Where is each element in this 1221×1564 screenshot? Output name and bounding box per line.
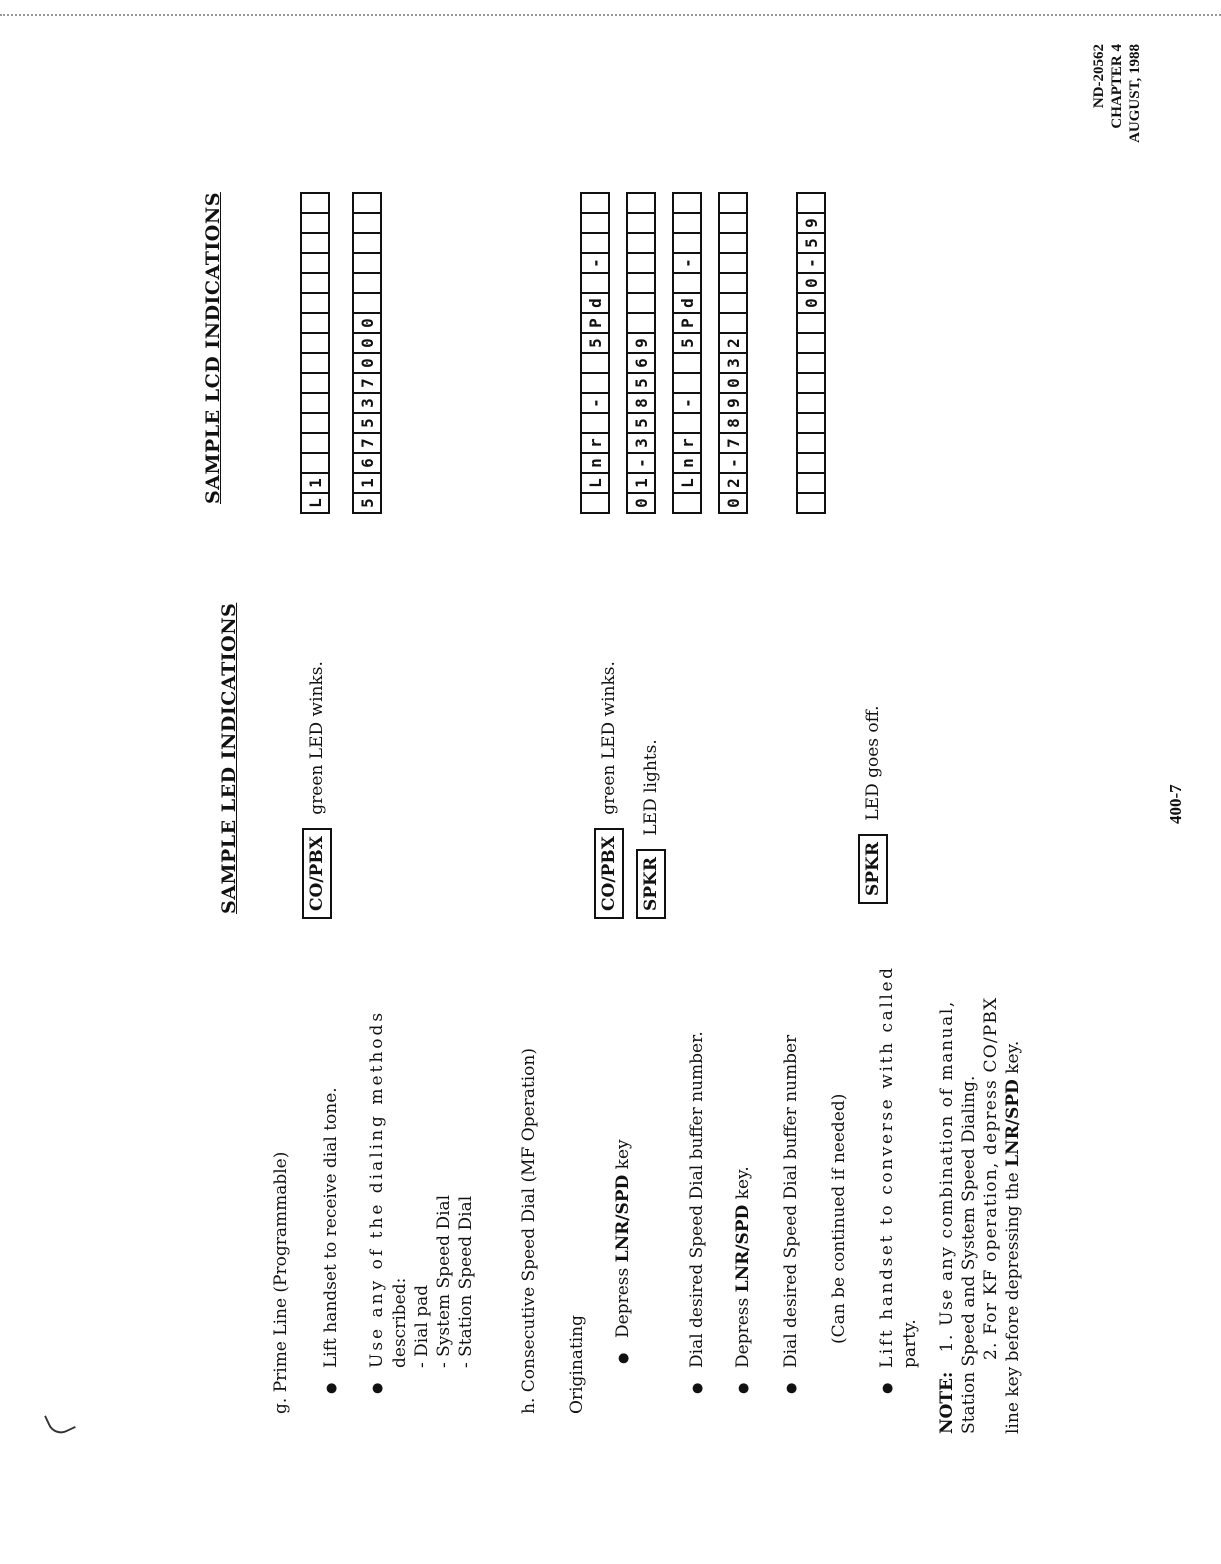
- lcd-display-row: [580, 194, 610, 514]
- lcd-cell: P: [580, 312, 610, 334]
- lcd-display-row: [718, 194, 748, 514]
- lcd-cell: [672, 352, 702, 374]
- lcd-cell: -: [626, 452, 656, 474]
- lcd-cell: [580, 272, 610, 294]
- lcd-cell: [580, 412, 610, 434]
- section-h-step-4: [780, 1035, 803, 1394]
- spkr-key-label: SPKR: [858, 834, 888, 904]
- note-line: line key before depressing the: [1003, 1166, 1023, 1434]
- method-item: - Dial pad: [411, 1284, 432, 1368]
- step-text: Dial desired Speed Dial buffer number: [781, 1034, 801, 1368]
- originating-label: Originating: [567, 1314, 587, 1414]
- lcd-cell: 1: [352, 472, 382, 494]
- lcd-cell: [580, 192, 610, 214]
- lcd-cell: 5: [352, 412, 382, 434]
- lcd-cell: 1: [300, 472, 330, 494]
- lcd-cell: [796, 492, 826, 514]
- lcd-cell: -: [796, 252, 826, 274]
- lcd-cell: 7: [718, 432, 748, 454]
- step-text: Lift handset to receive dial tone.: [321, 1087, 341, 1368]
- lcd-cell: 5: [626, 372, 656, 394]
- lcd-cell: [796, 452, 826, 474]
- lcd-cell: -: [580, 392, 610, 414]
- lcd-cell: 5: [626, 412, 656, 434]
- step-text: Lift handset to converse with called: [877, 965, 897, 1368]
- co-pbx-key-label: CO/PBX: [302, 828, 332, 919]
- lcd-cell: [626, 212, 656, 234]
- lcd-cell: 5: [352, 492, 382, 514]
- step-text: key.: [733, 1166, 753, 1205]
- led-description: green LED winks.: [307, 661, 327, 815]
- lcd-cell: [718, 232, 748, 254]
- lcd-cell: [718, 212, 748, 234]
- lcd-cell: [300, 232, 330, 254]
- lcd-cell: [672, 412, 702, 434]
- lcd-display-row: [626, 194, 656, 514]
- step-text-cont: party.: [899, 1319, 920, 1368]
- lcd-cell: [672, 492, 702, 514]
- section-g-step-1: [320, 1087, 343, 1394]
- lnr-spd-key-label: LNR/SPD: [733, 1204, 753, 1293]
- co-pbx-key-label: CO/PBX: [594, 828, 624, 919]
- lcd-cell: 3: [718, 352, 748, 374]
- lcd-cell: 0: [352, 332, 382, 354]
- step-text: Depress: [733, 1292, 753, 1368]
- lcd-cell: -: [718, 452, 748, 474]
- spkr-key-label: SPKR: [636, 849, 666, 919]
- lcd-cell: -: [672, 252, 702, 274]
- section-h-step-3: [732, 1166, 755, 1394]
- lcd-cell: [796, 412, 826, 434]
- lcd-cell: [352, 292, 382, 314]
- section-g-heading: g. Prime Line (Programmable): [271, 1151, 291, 1414]
- lcd-cell: [626, 232, 656, 254]
- lcd-cell: 3: [626, 432, 656, 454]
- lcd-cell: P: [672, 312, 702, 334]
- lcd-cell: d: [580, 292, 610, 314]
- lcd-cell: [580, 352, 610, 374]
- section-h-led-2: [636, 739, 666, 919]
- lcd-cell: [300, 432, 330, 454]
- lcd-cell: [300, 312, 330, 334]
- lcd-cell: [796, 472, 826, 494]
- document-header: [1090, 44, 1144, 224]
- lcd-cell: [796, 332, 826, 354]
- led-description: LED goes off.: [863, 705, 883, 821]
- date: AUGUST, 1988: [1127, 44, 1143, 143]
- lcd-cell: 1: [626, 472, 656, 494]
- lcd-cell: 0: [352, 312, 382, 334]
- note-label: NOTE:: [937, 1371, 957, 1434]
- step-text: Depress: [613, 1262, 633, 1338]
- section-h-heading: h. Consecutive Speed Dial (MF Operation): [519, 1048, 539, 1414]
- doc-number: ND-20562: [1091, 44, 1107, 109]
- lcd-cell: r: [580, 432, 610, 454]
- lcd-cell: [796, 192, 826, 214]
- lcd-cell: 9: [718, 392, 748, 414]
- lcd-cell: [672, 232, 702, 254]
- lcd-cell: [672, 272, 702, 294]
- led-description: LED lights.: [641, 739, 661, 836]
- step-text-cont: described:: [389, 1277, 410, 1368]
- lcd-cell: [300, 392, 330, 414]
- lcd-cell: L: [672, 472, 702, 494]
- lcd-cell: [626, 312, 656, 334]
- lcd-cell: 7: [352, 372, 382, 394]
- lcd-cell: 0: [626, 492, 656, 514]
- lcd-cell: [300, 252, 330, 274]
- lcd-cell: 3: [352, 392, 382, 414]
- lcd-cell: L: [300, 492, 330, 514]
- lcd-cell: 6: [626, 352, 656, 374]
- lcd-cell: 2: [718, 332, 748, 354]
- lcd-cell: [672, 372, 702, 394]
- lcd-cell: [300, 212, 330, 234]
- lcd-cell: 8: [626, 392, 656, 414]
- lcd-cell: [626, 252, 656, 274]
- lcd-cell: -: [672, 392, 702, 414]
- lcd-cell: [300, 292, 330, 314]
- section-g-step-2: [366, 1010, 477, 1394]
- lcd-cell: 7: [352, 432, 382, 454]
- lcd-cell: [352, 272, 382, 294]
- lcd-cell: [718, 272, 748, 294]
- chapter: CHAPTER 4: [1109, 44, 1125, 129]
- lcd-cell: 6: [352, 452, 382, 474]
- lcd-cell: [300, 192, 330, 214]
- lcd-display-row: [352, 194, 382, 514]
- lcd-cell: 0: [718, 492, 748, 514]
- page-number: 400-7: [1166, 784, 1185, 824]
- lcd-cell: [718, 192, 748, 214]
- lcd-cell: [300, 412, 330, 434]
- lcd-cell: d: [672, 292, 702, 314]
- lcd-display-row: [796, 194, 826, 514]
- section-g-lcd: [300, 194, 382, 514]
- step-text: Dial desired Speed Dial buffer number.: [687, 1031, 707, 1368]
- lcd-cell: [672, 192, 702, 214]
- lcd-cell: [300, 272, 330, 294]
- lcd-cell: r: [672, 432, 702, 454]
- lcd-cell: 5: [672, 332, 702, 354]
- lcd-cell: 2: [718, 472, 748, 494]
- lcd-cell: 8: [718, 412, 748, 434]
- lcd-cell: [796, 432, 826, 454]
- lcd-cell: [626, 192, 656, 214]
- lcd-cell: [580, 232, 610, 254]
- lcd-cell: 5: [580, 332, 610, 354]
- section-h-step-2: [686, 1031, 709, 1394]
- step-text: Use any of the dialing methods: [367, 1009, 387, 1368]
- lcd-cell: n: [672, 452, 702, 474]
- led-column-title: SAMPLE LED INDICATIONS: [218, 602, 240, 914]
- lcd-cell: 9: [796, 212, 826, 234]
- led-description: green LED winks.: [599, 661, 619, 815]
- lcd-cell: [626, 272, 656, 294]
- lcd-cell: 0: [352, 352, 382, 374]
- lcd-cell: [796, 392, 826, 414]
- lcd-cell: [672, 212, 702, 234]
- lcd-display-row: [300, 194, 330, 514]
- method-item: - Station Speed Dial: [455, 1195, 476, 1368]
- lcd-cell: [352, 252, 382, 274]
- lcd-cell: [796, 352, 826, 374]
- lcd-cell: [300, 332, 330, 354]
- note-line: 1. Use any combination of manual,: [937, 1000, 957, 1353]
- lcd-cell: -: [580, 252, 610, 274]
- lcd-cell: [718, 292, 748, 314]
- method-item: - System Speed Dial: [433, 1194, 454, 1368]
- lcd-cell: L: [580, 472, 610, 494]
- section-h-step-1: [612, 1139, 635, 1364]
- lcd-cell: [352, 212, 382, 234]
- lnr-spd-key-label: LNR/SPD: [613, 1174, 633, 1263]
- lcd-cell: 0: [718, 372, 748, 394]
- lcd-cell: [718, 252, 748, 274]
- continued-note: (Can be continued if needed): [829, 1093, 849, 1344]
- section-g-led: [302, 661, 332, 919]
- section-h-led-1: [594, 661, 624, 919]
- lcd-cell: [352, 232, 382, 254]
- note-line: 2. For KF operation, depress CO/PBX: [981, 996, 1001, 1360]
- lcd-cell: n: [580, 452, 610, 474]
- note-block: [936, 914, 1024, 1434]
- lcd-cell: [718, 312, 748, 334]
- lcd-cell: [580, 372, 610, 394]
- lcd-column-title: SAMPLE LCD INDICATIONS: [202, 192, 224, 504]
- lcd-cell: 0: [796, 272, 826, 294]
- lcd-cell: 5: [796, 232, 826, 254]
- lcd-cell: [796, 312, 826, 334]
- lcd-display-row: [672, 194, 702, 514]
- lcd-cell: [300, 452, 330, 474]
- lcd-cell: [580, 212, 610, 234]
- lcd-cell: [626, 292, 656, 314]
- lcd-cell: [580, 492, 610, 514]
- section-h-step-5: [876, 965, 921, 1394]
- note-line: key.: [1003, 1040, 1023, 1080]
- lcd-cell: 0: [796, 292, 826, 314]
- note-line: Station Speed and System Speed Dialing.: [959, 1075, 979, 1434]
- lcd-cell: [300, 352, 330, 374]
- lnr-spd-key-label: LNR/SPD: [1003, 1079, 1023, 1167]
- lcd-cell: [300, 372, 330, 394]
- section-h-lcd: [580, 194, 826, 514]
- section-h-led-3: [858, 705, 888, 904]
- lcd-cell: [796, 372, 826, 394]
- lcd-cell: 9: [626, 332, 656, 354]
- step-text: key: [613, 1139, 633, 1175]
- lcd-cell: [352, 192, 382, 214]
